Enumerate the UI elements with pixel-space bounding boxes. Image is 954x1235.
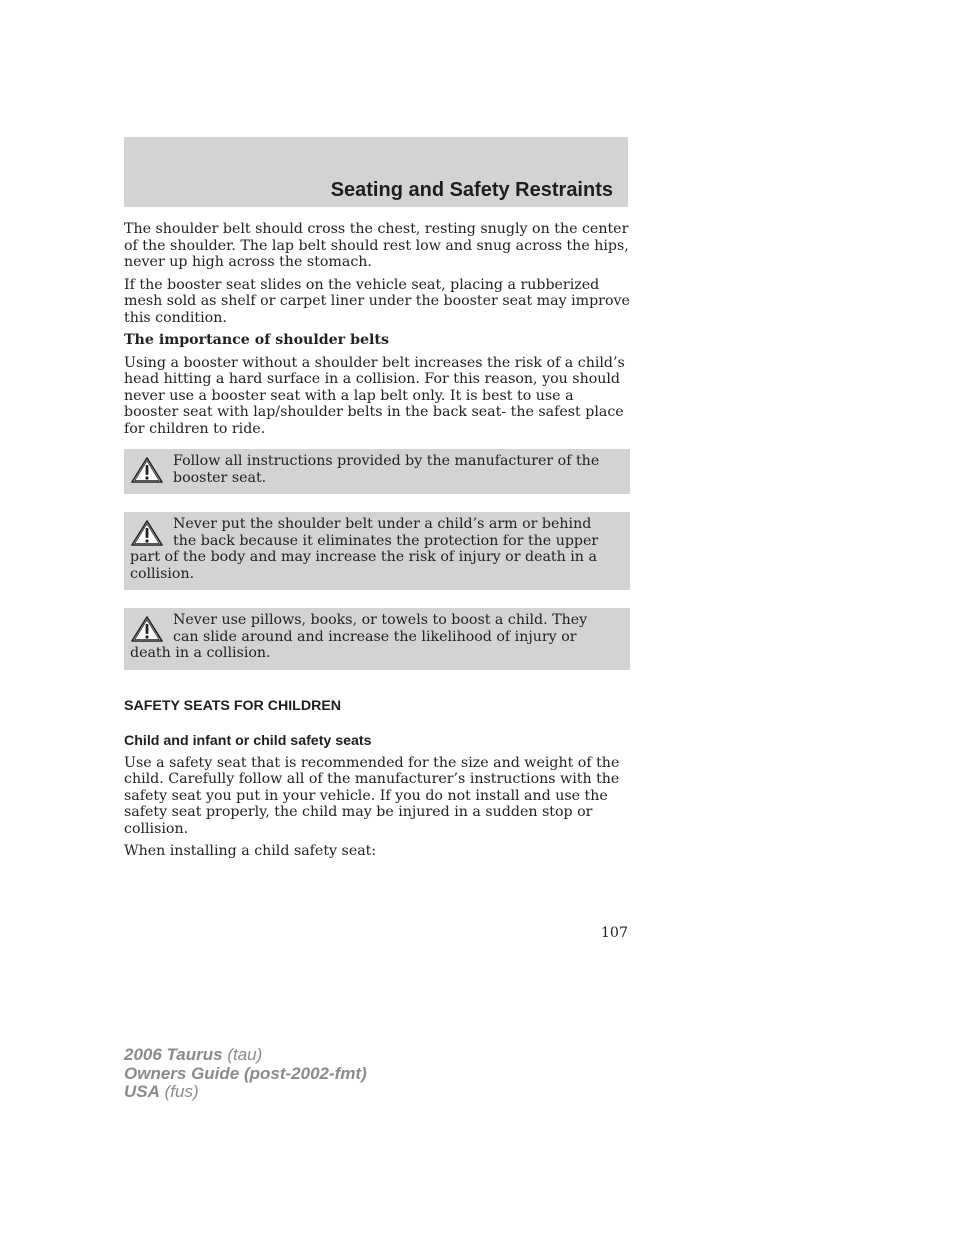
warning-box-3 <box>124 608 630 670</box>
footer-model-code: (tau) <box>227 1045 263 1064</box>
footer-market-name: USA <box>124 1082 160 1101</box>
document-footer <box>124 1046 367 1102</box>
warning-text-3: Never use pillows, books, or towels to boost a child. They can slide around and increase the likelihood of injury or death in a collision. <box>130 612 588 661</box>
paragraph-booster-slides: If the booster seat slides on the vehicle seat, placing a rubberized mesh sold as shelf or carpet liner under the booster seat may improve this condition. <box>124 276 630 326</box>
section-title: Seating and Safety Restraints <box>330 179 613 201</box>
page-number: 107 <box>600 925 628 941</box>
paragraph-when-installing: When installing a child safety seat: <box>124 843 377 859</box>
footer-guide-name: Owners Guide (post-2002-fmt) <box>124 1063 367 1083</box>
section-heading-safety-seats: SAFETY SEATS FOR CHILDREN <box>124 697 342 714</box>
warning-text-2: Never put the shoulder belt under a child’s arm or behind the back because it eliminates the protection for the upper part of the body and may increase the risk of injury or death in a collision. <box>130 516 599 582</box>
section-header-bar <box>124 137 628 207</box>
warning-box-2 <box>124 512 630 590</box>
paragraph-booster-risk: Using a booster without a shoulder belt increases the risk of a child’s head hitting a hard surface in a collision. For this reason, you should never use a booster seat with a lap belt only. It is best to use a booster seat with lap/shoulder belts in the back seat- the safest place for children to ride. <box>124 354 625 437</box>
footer-line-guide <box>124 1065 367 1084</box>
paragraph-shoulder-belt: The shoulder belt should cross the chest, resting snugly on the center of the shoulder. The lap belt should rest low and snug across the hips, never up high across the stomach. <box>124 221 629 270</box>
warning-triangle-icon <box>130 615 164 643</box>
warning-triangle-icon <box>130 519 164 547</box>
footer-model-name: 2006 Taurus <box>124 1045 223 1064</box>
warning-text-1: Follow all instructions provided by the manufacturer of the booster seat. <box>173 453 600 486</box>
footer-market-code: (fus) <box>164 1082 199 1101</box>
footer-line-market <box>124 1083 367 1102</box>
warning-triangle-icon <box>130 456 164 484</box>
subheading-shoulder-belts: The importance of shoulder belts <box>124 332 389 348</box>
warning-box-1 <box>124 449 630 494</box>
subheading-child-infant-seats: Child and infant or child safety seats <box>124 732 372 749</box>
page-content <box>124 221 630 866</box>
paragraph-safety-seat-use: Use a safety seat that is recommended for the size and weight of the child. Carefully follow all of the manufacturer’s instructions with the safety seat you put in your vehicle. If you do not install and use the safety seat properly, the child may be injured in a sudden stop or collision. <box>124 754 620 837</box>
footer-line-model <box>124 1046 367 1065</box>
